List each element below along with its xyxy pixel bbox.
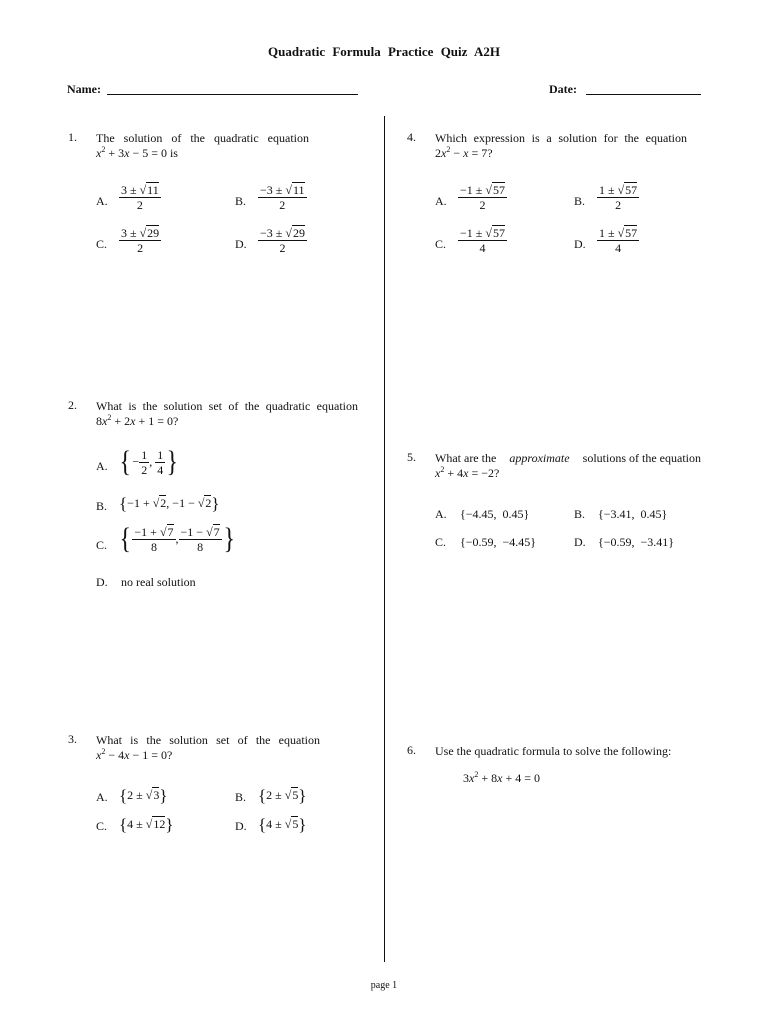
choice-c[interactable]: {−0.59, −4.45} [460,535,537,549]
question-number: 2. [68,398,77,412]
choice-d[interactable]: $\frac{-3 \pm √29}{2}$ [260,226,305,255]
column-divider [384,116,385,962]
choice-letter: B. [574,507,586,521]
question-number: 1. [68,130,77,144]
choice-c[interactable]: $\frac{-1 \pm √57}{4}$ [460,226,505,255]
choice-a[interactable]: {2 ± √3} [119,786,168,805]
question-text: Which expression is a solution for the equation [435,131,687,145]
choice-letter: B. [235,790,247,804]
question-number: 6. [407,743,416,757]
question-equation: $x^2 - 4x - 1 = 0$? [96,747,173,762]
choice-letter: C. [96,819,108,833]
question-equation: $8x^2 + 2x + 1 = 0$? [96,413,179,428]
question-text: What is the solution set of the equation [96,733,320,747]
choice-c[interactable]: { $\frac{-1 + √7}{8}$ , $\frac{-1 - √7}{8}$ } [119,522,235,555]
question-text: The solution of the quadratic equation [96,131,309,145]
question-number: 3. [68,732,77,746]
choice-letter: A. [96,194,108,208]
choice-letter: B. [235,194,247,208]
choice-a[interactable]: {−4.45, 0.45} [460,507,530,521]
choice-b[interactable]: {2 ± √5} [258,786,307,805]
date-field[interactable] [586,94,701,95]
question-equation: $2x^2 - x = 7$? [435,145,493,160]
question-text-part: What are the [435,451,497,465]
question-text-emphasis: approximate [509,451,570,465]
date-label: Date: [549,82,577,96]
question-equation: $3x^2 + 8x + 4 = 0$ [463,770,540,785]
choice-b[interactable]: {−1 + √2, −1 − √2} [119,494,220,513]
choice-d[interactable]: {−0.59, −3.41} [598,535,675,549]
choice-a[interactable]: $\frac{-1 \pm √57}{2}$ [460,183,505,212]
choice-letter: A. [435,507,447,521]
choice-letter: C. [435,237,447,251]
choice-letter: C. [96,538,108,552]
choice-letter: A. [435,194,447,208]
choice-d[interactable]: {4 ± √5} [258,815,307,834]
choice-b[interactable]: $\frac{1 \pm √57}{2}$ [599,183,638,212]
choice-letter: D. [235,237,247,251]
name-label: Name: [67,82,101,96]
choice-letter: C. [96,237,108,251]
choice-letter: D. [96,575,108,589]
choice-letter: D. [574,535,586,549]
choice-c[interactable]: $\frac{3 \pm √29}{2}$ [121,226,160,255]
page-number: page 1 [370,980,398,991]
choice-letter: B. [96,499,108,513]
choice-letter: B. [574,194,586,208]
question-number: 4. [407,130,416,144]
question-text: Use the quadratic formula to solve the following: [435,744,672,758]
question-equation: $x^2 + 4x = -2$? [435,465,500,480]
choice-a[interactable]: {− $\frac{1}{2}$ , $\frac{1}{4}$ } [119,445,179,478]
question-equation: $x^2 + 3x - 5 = 0$ is [96,145,178,160]
page-title: Quadratic Formula Practice Quiz A2H [268,44,500,59]
choice-b[interactable]: $\frac{-3 \pm √11}{2}$ [260,183,305,212]
choice-letter: A. [96,459,108,473]
name-field[interactable] [107,94,358,95]
choice-d[interactable]: no real solution [121,575,196,589]
question-text [435,450,701,466]
choice-b[interactable]: {−3.41, 0.45} [598,507,668,521]
choice-letter: C. [435,535,447,549]
choice-letter: A. [96,790,108,804]
choice-letter: D. [235,819,247,833]
choice-a[interactable]: $\frac{3 \pm √11}{2}$ [121,183,159,212]
question-text: What is the solution set of the quadratic equation [96,399,358,413]
choice-d[interactable]: $\frac{1 \pm √57}{4}$ [599,226,638,255]
question-text-part: solutions of the equation [582,451,701,465]
question-number: 5. [407,450,416,464]
choice-letter: D. [574,237,586,251]
choice-c[interactable]: {4 ± √12} [119,815,174,834]
